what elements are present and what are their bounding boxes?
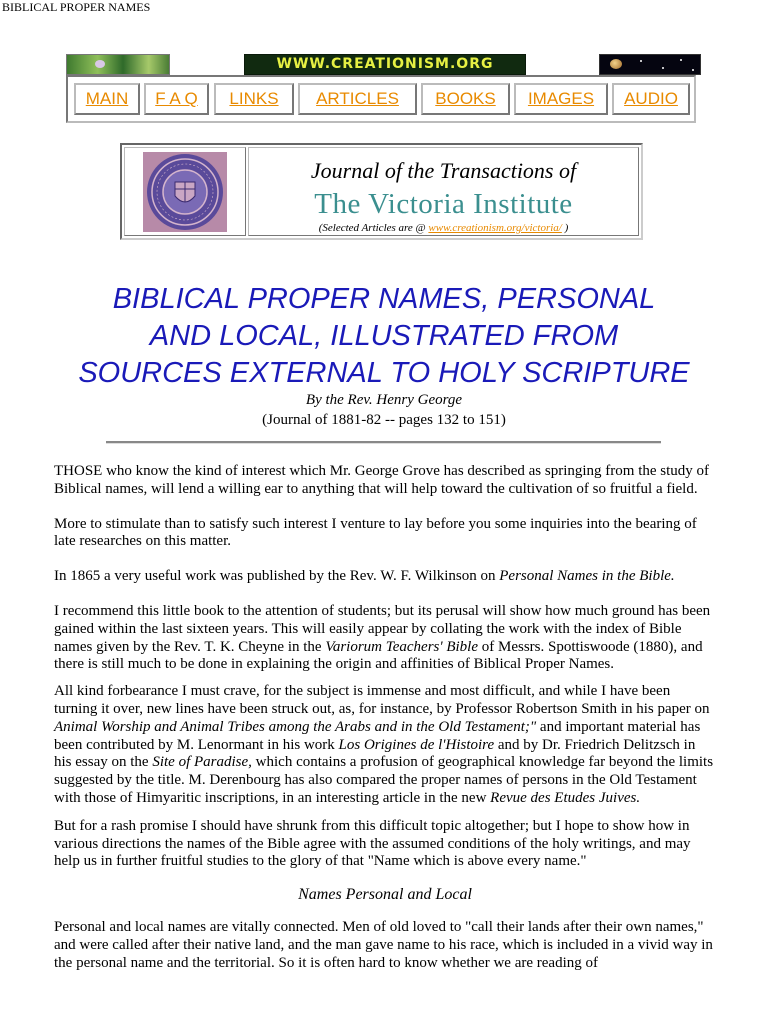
book-title: Personal Names in the Bible. — [499, 568, 675, 585]
text-run: All kind forbearance I must crave, for the subject is immense and most difficult, and while I have been turning it over, new lines have been struck out, as, for instance, by Professor Robertson Smith in his paper on — [54, 683, 710, 717]
paragraph: Personal and local names are vitally connected. Men of old loved to "call their lands after their own names," and were called after their native land, and the man gave name to his race, which is included in a vivid way in the personal name and the territorial. So it is often hard to know whether we are reading of — [54, 919, 713, 971]
nav-audio[interactable]: AUDIO — [612, 83, 690, 115]
article-body — [54, 463, 716, 990]
text-run: and important material has been contributed by M. Lenormant in his work — [54, 718, 701, 753]
document-header: BIBLICAL PROPER NAMES — [2, 0, 151, 14]
site-logo[interactable]: WWW.CREATIONISM.ORG — [244, 54, 526, 75]
journal-box — [120, 143, 643, 240]
book-title: Los Origines de l'Histoire — [338, 736, 495, 753]
text-run: In 1865 a very useful work was published by the Rev. W. F. Wilkinson on — [54, 568, 500, 585]
paragraph — [54, 603, 716, 674]
planet-icon — [610, 59, 622, 69]
main-nav — [66, 75, 696, 123]
nav-articles[interactable]: ARTICLES — [298, 83, 417, 115]
journal-title: The Victoria Institute — [314, 188, 573, 220]
journal-note — [249, 222, 638, 235]
victoria-institute-seal-icon[interactable] — [143, 152, 227, 232]
seal-cell — [124, 147, 246, 236]
book-title: Site of Paradise, — [152, 754, 252, 771]
site-banner — [66, 54, 699, 74]
book-title: Animal Worship and Animal Tribes among the Arabs and in the Old Testament;" — [54, 718, 537, 735]
title-line: SOURCES EXTERNAL TO HOLY SCRIPTURE — [78, 357, 690, 389]
journal-note-prefix: (Selected Articles are @ — [318, 222, 429, 234]
title-line: AND LOCAL, ILLUSTRATED FROM — [149, 320, 619, 352]
title-line: BIBLICAL PROPER NAMES, PERSONAL — [112, 283, 656, 315]
text-run: and by Dr. Friedrich Delitzsch in his essay on the — [54, 736, 696, 771]
paragraph: THOSE who know the kind of interest which Mr. George Grove has described as springing from the study of Biblical names, will lend a willing ear to anything that will help toward the cultivation of so fruitful a field. — [54, 463, 710, 497]
book-title: Variorum Teachers' Bible — [325, 638, 478, 655]
nav-main[interactable]: MAIN — [74, 83, 140, 115]
divider — [106, 441, 661, 444]
nav-images[interactable]: IMAGES — [514, 83, 608, 115]
paragraph: But for a rash promise I should have shrunk from this difficult topic altogether; but I hope to show how in various directions the names of the Bible agree with the assumed conditions of the holy writings, and may help us in further fruitful studies to the glory of that "Name which is above every name." — [54, 817, 691, 870]
text-run: which contains a profusion of geographical knowledge far beyond the limits suggested by the title. M. Derenbourg has also compared the proper names of persons in the Old Testament with those of Himyaritic inscriptions, in an interesting article in the new — [54, 754, 714, 806]
nav-faq[interactable]: F A Q — [144, 83, 209, 115]
author-byline: By the Rev. Henry George — [305, 392, 463, 408]
space-banner-image — [599, 54, 701, 75]
paragraph — [54, 683, 716, 808]
star-icon — [662, 67, 664, 69]
text-run: of Messrs. Spottiswoode (1880), and there is still much to be done in explaining the origin and affinities of Biblical Proper Names. — [54, 638, 703, 673]
nav-links[interactable]: LINKS — [214, 83, 294, 115]
star-icon — [640, 60, 642, 62]
nav-books[interactable]: BOOKS — [421, 83, 510, 115]
victoria-link[interactable]: www.creationism.org/victoria/ — [428, 222, 562, 234]
text-run: I recommend this little book to the attention of students; but its perusal will show how much ground has been gained within the last sixteen years. This will easily appear by collating the work with the index of Bible names given by the Rev. T. K. Cheyne in the — [54, 602, 711, 655]
star-icon — [692, 69, 694, 71]
journal-subtitle: Journal of the Transactions of — [310, 158, 577, 183]
star-icon — [680, 59, 682, 61]
flower-banner-image — [66, 54, 170, 75]
paragraph: More to stimulate than to satisfy such interest I venture to lay before you some inquiries into the bearing of late researches on this matter. — [54, 515, 697, 550]
journal-text-cell — [248, 147, 639, 236]
journal-note-suffix: ) — [561, 222, 569, 234]
book-title: Revue des Etudes Juives. — [490, 789, 641, 806]
section-heading: Names Personal and Local — [298, 886, 472, 904]
journal-reference: (Journal of 1881-82 -- pages 132 to 151) — [262, 412, 506, 428]
paragraph — [54, 568, 716, 586]
article-title — [20, 281, 748, 392]
